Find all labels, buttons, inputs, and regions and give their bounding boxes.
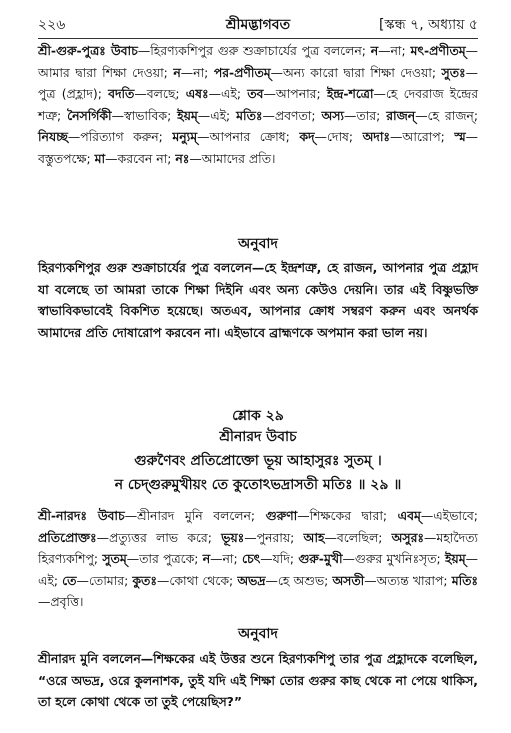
synonym-term: সুতম্ [102, 551, 127, 566]
verse-line-2: ন চেদ্গুরুমুখীয়ং তে কুতোঽভদ্রাসতী মতিঃ ॥ ২৯ ॥ [114, 477, 402, 493]
synonym-term: এবম্ [397, 508, 421, 523]
synonym-meaning: —কোথা থেকে; [156, 572, 238, 588]
translation-paragraph-1: হিরণ্যকশিপুর গুরু শুক্রাচার্যের পুত্র বললেন—হে ইন্দ্রশত্রু, হে রাজন, আপনার পুত্র প্রহ্লাদ যা বলেছে তা আমরা তাকে শিক্ষা দিইনি এবং অন্য কেউও দেয়নি। তার এই বিষ্ণুভক্তি স্বাভাবিকভাবেই বিকশিত হয়েছে। অতএব, আপনার ক্রোধ সম্বরণ করুন এবং অনর্থক আমাদের প্রতি দোষারোপ করবেন না। এইভাবে ব্রাহ্মণকে অপমান করা ভাল নয়। [38, 260, 478, 340]
synonyms-paragraph-1 [38, 40, 478, 169]
synonym-meaning: —তোমার; [76, 572, 133, 588]
synonym-term: ন [202, 551, 211, 566]
synonym-meaning: —এই; [38, 551, 478, 588]
synonym-term: আহ [303, 529, 325, 545]
synonym-meaning: —হিরণ্যকশিপুর গুরু শুক্রাচার্যের পুত্র বললেন; [137, 43, 371, 58]
synonym-meaning: —আরোপ; [390, 129, 455, 144]
synonym-meaning: —এইভাবে; [420, 508, 478, 523]
synonym-meaning: —বলেছিল; [324, 529, 392, 545]
synonym-term: তব [247, 86, 264, 101]
synonym-term: কুতঃ [132, 572, 157, 588]
synonym-meaning: —এই; [197, 107, 237, 123]
synonym-term: অদাঃ [362, 129, 391, 144]
synonym-meaning: —বলছে; [134, 86, 186, 101]
sloka-heading: শ্লোক ২৯ [232, 408, 284, 424]
synonym-term: স্ম [454, 129, 466, 144]
synonym-meaning: —তার; [344, 107, 387, 123]
synonym-term: নৈসর্গিকী [67, 107, 112, 123]
synonym-meaning: —অন্য কারো দ্বারা শিক্ষা দেওয়া; [270, 64, 442, 80]
synonym-term: গুরুণা [265, 508, 298, 523]
synonym-meaning: —না; [378, 43, 411, 58]
synonym-meaning: —আপনার; [263, 86, 327, 101]
synonym-meaning: —শিক্ষকের দ্বারা; [297, 508, 398, 523]
synonym-term: ন [173, 64, 181, 80]
synonym-meaning: —প্রবণতা; [262, 107, 322, 123]
synonym-term: কদ্ [299, 129, 315, 144]
synonym-term: অস্য [321, 107, 345, 123]
synonym-term: রাজন্ [386, 107, 416, 123]
synonym-meaning: —পুত্র (প্রহ্লাদ); [38, 64, 478, 101]
synonym-meaning: —করবেন না; [105, 150, 176, 166]
translation-paragraph-2: শ্রীনারদ মুনি বললেন—শিক্ষকের এই উত্তর শুনে হিরণ্যকশিপু তার পুত্র প্রহ্লাদকে বলেছিল, “ওরে অভদ্র, ওরে কুলনাশক, তুই যদি এই শিক্ষা তোর গুরুর কাছ থেকে না পেয়ে থাকিস, তা হলে কোথা থেকে তা তুই পেয়েছিস?” [38, 651, 478, 709]
synonym-meaning: —প্রত্যুত্তর লাভ করে; [96, 529, 222, 545]
synonym-meaning: —গুরুর মুখনিঃসৃত; [342, 551, 445, 566]
synonym-term: ইয়ম্ [177, 107, 198, 123]
synonym-term: শ্রী-গুরু-পুত্রঃ উবাচ [38, 43, 138, 58]
synonym-term: নিযচ্ছ [38, 129, 68, 144]
page-number: ২২৬ [38, 17, 66, 33]
synonym-term: বদতি [108, 86, 135, 101]
synonym-meaning: —না; [180, 64, 214, 80]
synonym-term: গুরু-মুখী [298, 551, 343, 566]
synonym-term: নঃ [175, 150, 190, 166]
synonym-meaning: —তার পুত্রকে; [126, 551, 203, 566]
synonym-meaning: —দোষ; [314, 129, 363, 144]
synonyms-paragraph-2 [38, 505, 478, 613]
synonym-term: পর-প্রণীতম্ [213, 64, 271, 80]
synonym-term: অভদ্র [237, 572, 266, 588]
canto-chapter: [স্কন্ধ ৭, অধ্যায় ৫ [379, 17, 478, 33]
synonym-term: মন্যুম্ [172, 129, 198, 144]
synonym-term: অসতী [332, 572, 365, 588]
synonym-term: প্রতিপ্রোক্তঃ [38, 529, 97, 545]
synonym-meaning: —পুনরায়; [244, 529, 304, 545]
speaker-line: শ্রীনারদ উবাচ [219, 429, 297, 445]
synonym-term: ইয়ম্ [444, 551, 466, 566]
synonym-meaning: —আপনার ক্রোধ; [197, 129, 300, 144]
synonym-meaning: —স্বাভাবিক; [111, 107, 178, 123]
synonym-meaning: —মহাদৈত্য হিরণ্যকশিপু; [38, 529, 478, 566]
synonym-term: ভূয়ঃ [221, 529, 245, 545]
synonym-meaning: —হে দেবরাজ ইন্দ্রের শত্রু; [38, 86, 479, 123]
synonym-meaning: —শ্রীনারদ মুনি বললেন; [124, 508, 266, 523]
header-rule [38, 38, 478, 39]
synonym-meaning: —এই; [208, 86, 248, 101]
synonym-meaning: —আমার দ্বারা শিক্ষা দেওয়া; [38, 43, 479, 80]
synonym-meaning: —প্রবৃত্তি। [38, 594, 84, 609]
verse-line-1: গুরুণৈবং প্রতিপ্রোক্তো ভূয় আহাসুরঃ সুতম্ । [134, 453, 382, 469]
synonym-term: সুতঃ [441, 64, 466, 80]
synonym-term: ইন্দ্র-শত্রো [326, 86, 374, 101]
synonym-term: মা [94, 150, 106, 166]
translation-heading-2: অনুবাদ [238, 626, 278, 642]
synonym-term: অসুরঃ [391, 529, 425, 545]
synonym-meaning: —না; [210, 551, 242, 566]
synonym-term: মৎ-প্রণীতম্ [410, 43, 466, 58]
book-title: শ্রীমদ্ভাগবত [225, 17, 291, 33]
synonym-term: চেৎ [241, 551, 261, 566]
synonym-meaning: —আমাদের প্রতি। [189, 150, 276, 166]
synonym-meaning: —পরিত্যাগ করুন; [67, 129, 173, 144]
synonym-term: এষঃ [185, 86, 209, 101]
synonym-term: তে [62, 572, 77, 588]
synonym-meaning: —বস্তুতপক্ষে; [38, 129, 478, 166]
synonym-meaning: —হে রাজন্; [415, 107, 479, 123]
synonym-term: ন [370, 43, 379, 58]
synonym-term: মতিঃ [451, 572, 479, 588]
synonym-meaning: —হে অশুভ; [265, 572, 333, 588]
synonym-term: মতিঃ [236, 107, 263, 123]
synonym-meaning: —অত্যন্ত খারাপ; [364, 572, 452, 588]
synonym-meaning: —যদি; [260, 551, 299, 566]
synonym-term: শ্রী-নারদঃ উবাচ [38, 508, 125, 523]
translation-heading-1: অনুবাদ [238, 236, 278, 252]
page-header [38, 14, 478, 36]
